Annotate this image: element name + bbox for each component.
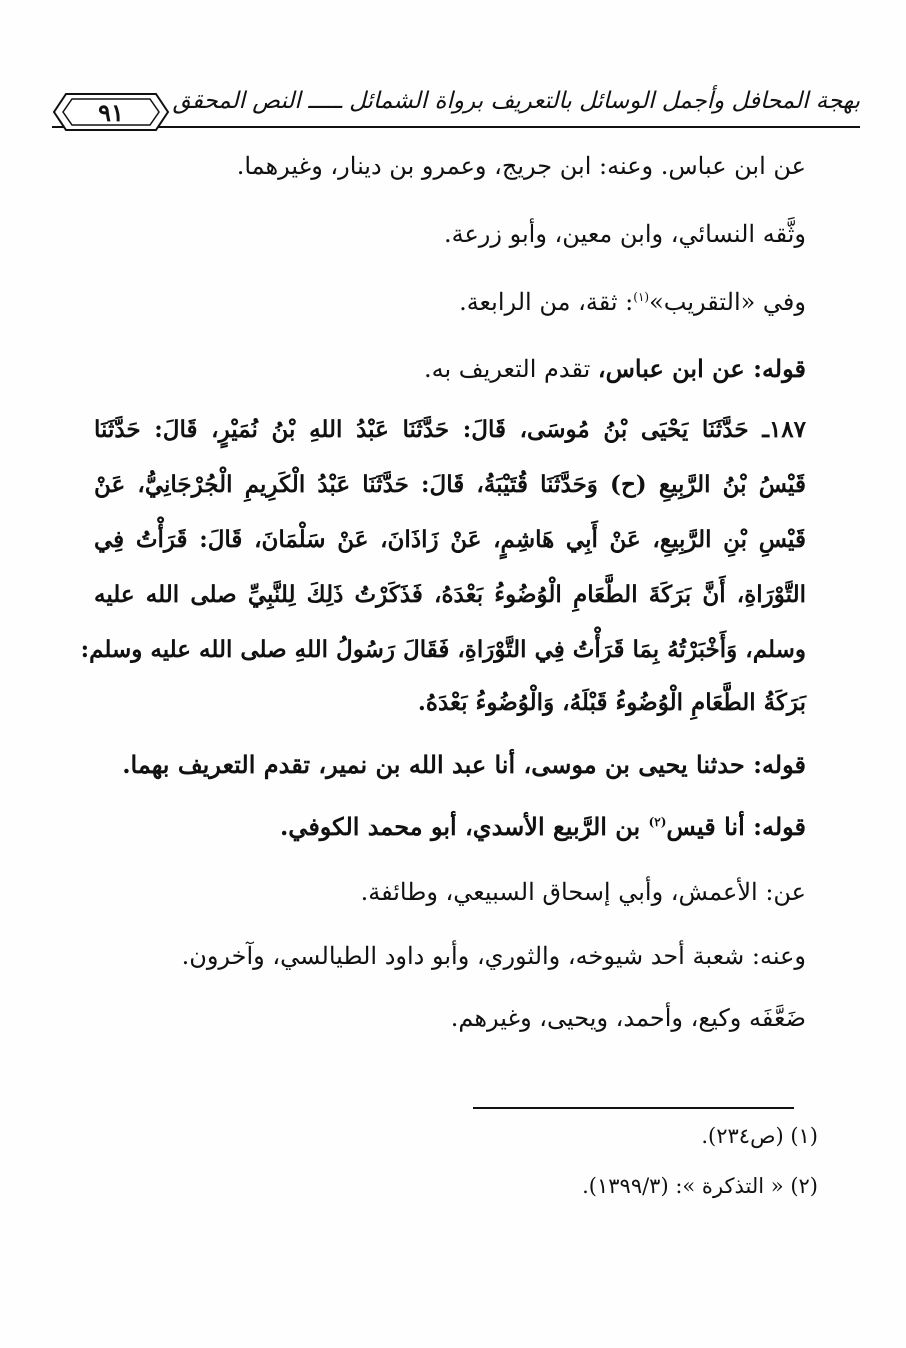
text-line: وفي «التقريب»$^{(١)}$: ثقة، من الرابعة. xyxy=(459,288,806,316)
text-line: قوله: أنا قيس$^{(٢)}$ بن الرَّبيع الأسدي، أبو محمد الكوفي. xyxy=(279,812,806,841)
hadith-line: ١٨٧ـ حَدَّثَنَا يَحْيَى بْنُ مُوسَى، قَالَ: حَدَّثَنَا عَبْدُ اللهِ بْنُ نُمَيْرٍ، قَالَ: حَدَّثَنَا xyxy=(94,416,806,443)
text-line: عن: الأعمش، وأبي إسحاق السبيعي، وطائفة. xyxy=(360,878,806,906)
hadith-line: وسلم، وَأَخْبَرْتُهُ بِمَا قَرَأْتُ فِي التَّوْرَاةِ، فَقَالَ رَسُولُ اللهِ صلى الله عليه وسلم: xyxy=(80,636,806,663)
page-number: ٩١ xyxy=(98,98,124,127)
header-rule xyxy=(52,126,860,128)
page-number-badge xyxy=(52,92,170,132)
text-line: قوله: حدثنا يحيى بن موسى، أنا عبد الله بن نمير، تقدم التعريف بهما. xyxy=(122,750,806,779)
hadith-line: التَّوْرَاةِ، أَنَّ بَرَكَةَ الطَّعَامِ الْوُضُوءُ بَعْدَهُ، فَذَكَرْتُ ذَلِكَ لِلنَّبِيِّ صلى الله عليه xyxy=(94,581,806,608)
hadith-line: قَيْسِ بْنِ الرَّبِيعِ، عَنْ أَبِي هَاشِمٍ، عَنْ زَاذَانَ، عَنْ سَلْمَانَ، قَالَ: قَرَأْتُ فِي xyxy=(94,526,806,553)
text-line: عن ابن عباس. وعنه: ابن جريج، وعمرو بن دينار، وغيرهما. xyxy=(236,152,806,180)
hadith-line: بَرَكَةُ الطَّعَامِ الْوُضُوءُ قَبْلَهُ، وَالْوُضُوءُ بَعْدَهُ. xyxy=(417,689,806,716)
text-line: وثَّقه النسائي، وابن معين، وأبو زرعة. xyxy=(443,220,806,248)
footnote: (١) (ص٢٣٤). xyxy=(701,1124,818,1148)
footnote-separator xyxy=(473,1107,794,1109)
text-line: قوله: عن ابن عباس، تقدم التعريف به. xyxy=(423,354,806,383)
running-header xyxy=(52,86,860,136)
hadith-line: قَيْسُ بْنُ الرَّبِيعِ (ح) وَحَدَّثَنَا قُتَيْبَةُ، قَالَ: حَدَّثَنَا عَبْدُ الْكَرِيمِ الْجُرْجَانِيُّ، عَنْ xyxy=(94,471,806,498)
text-line: وعنه: شعبة أحد شيوخه، والثوري، وأبو داود الطيالسي، وآخرون. xyxy=(181,942,806,970)
footnote-ref: (٢) xyxy=(648,815,667,829)
text-line: ضَعَّفَه وكيع، وأحمد، ويحيى، وغيرهم. xyxy=(450,1004,806,1032)
header-title: بهجة المحافل وأجمل الوسائل بالتعريف برواة الشمائل ـــــ النص المحقق xyxy=(172,88,860,114)
footnote-ref: (١) xyxy=(633,290,650,304)
footnote: (٢) « التذكرة »: (١٣٩٩/٣). xyxy=(582,1174,818,1198)
